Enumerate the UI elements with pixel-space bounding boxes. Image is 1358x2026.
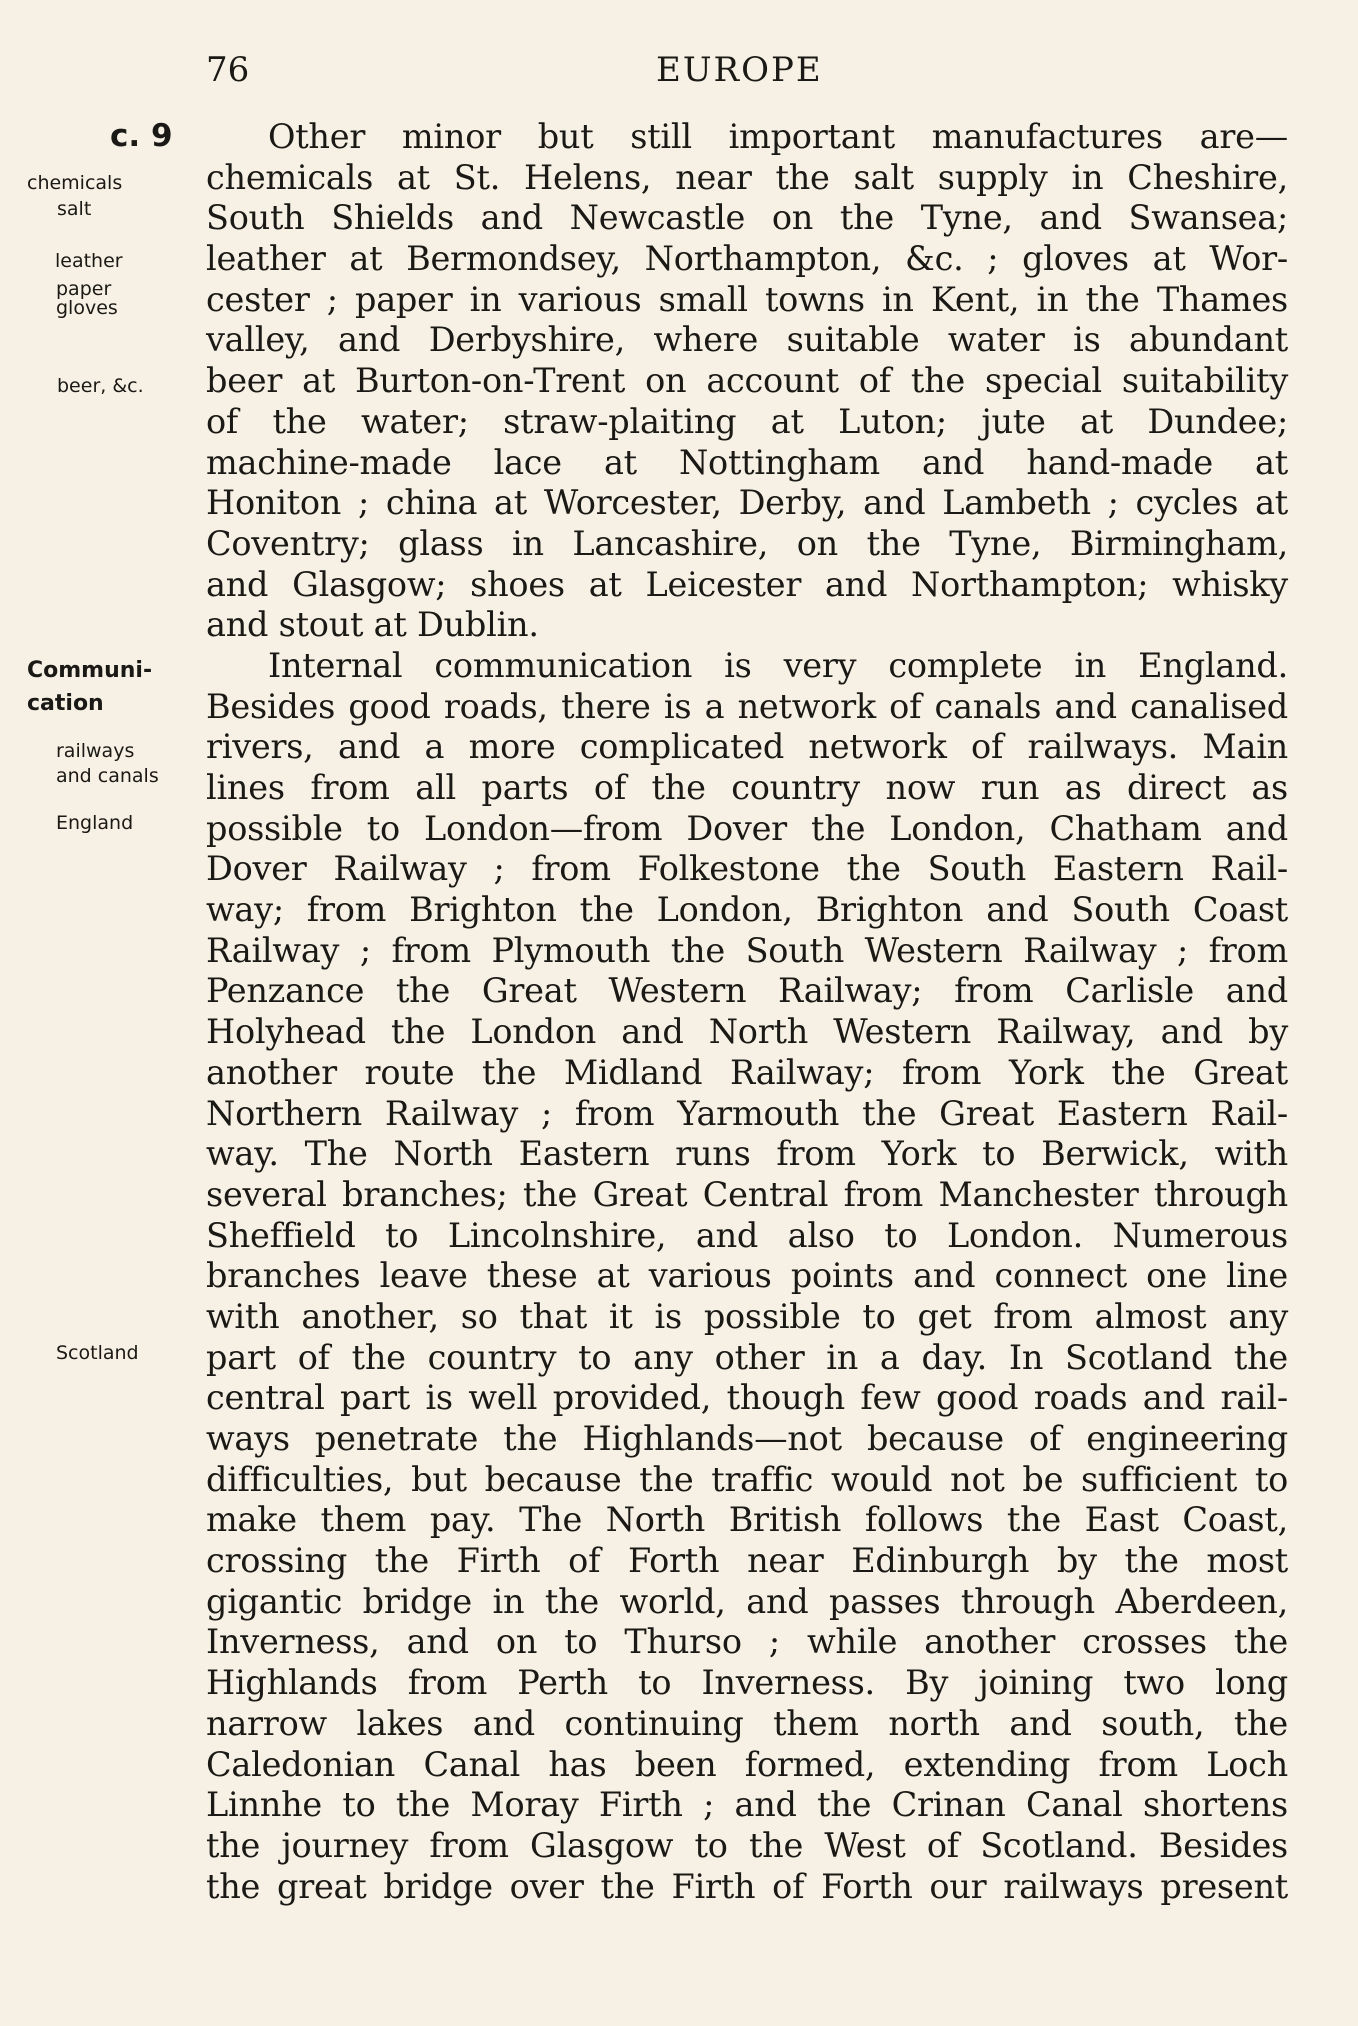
text-line: the great bridge over the Firth of Forth our railways present xyxy=(206,1866,1288,1906)
text-line: Highlands from Perth to Inverness. By joining two long xyxy=(206,1663,1288,1703)
text-line: Coventry; glass in Lancashire, on the Tyne, Birmingham, xyxy=(206,523,1288,563)
margin-note-gloves: gloves xyxy=(56,297,118,319)
text-line: ways penetrate the Highlands—not because of engineering xyxy=(206,1419,1288,1458)
margin-note-railways-1: railways xyxy=(56,740,135,762)
text-line: lines from all parts of the country now run as direct as xyxy=(206,768,1288,807)
text-line: and stout at Dublin. xyxy=(206,605,539,645)
text-line: Internal communication is very complete in England. xyxy=(268,645,1288,685)
margin-notes xyxy=(0,0,190,2026)
text-line: way; from Brighton the London, Brighton and South Coast xyxy=(206,890,1288,930)
margin-note-salt: salt xyxy=(57,198,92,220)
margin-note-railways-2: and canals xyxy=(56,765,159,787)
text-line: Inverness, and on to Thurso ; while another crosses the xyxy=(206,1622,1288,1662)
text-line: possible to London—from Dover the London, Chatham and xyxy=(206,808,1288,848)
text-line: several branches; the Great Central from Manchester through xyxy=(206,1174,1288,1214)
text-line: central part is well provided, though few good roads and rail- xyxy=(206,1378,1288,1418)
text-line: with another, so that it is possible to get from almost any xyxy=(206,1296,1288,1336)
text-line: branches leave these at various points and connect one line xyxy=(206,1256,1288,1296)
margin-note-leather: leather xyxy=(55,250,123,272)
body-text xyxy=(206,117,1288,1907)
text-line: leather at Bermondsey, Northampton, &c. ; gloves at Wor- xyxy=(206,239,1288,279)
text-line: Dover Railway ; from Folkestone the South Eastern Rail- xyxy=(206,849,1288,889)
text-line: the journey from Glasgow to the West of Scotland. Besides xyxy=(206,1825,1288,1865)
text-line: South Shields and Newcastle on the Tyne, and Swansea; xyxy=(206,198,1288,238)
text-line: Linnhe to the Moray Firth ; and the Crinan Canal shortens xyxy=(206,1785,1288,1825)
margin-note-chemicals: chemicals xyxy=(27,172,123,194)
text-line: Honiton ; china at Worcester, Derby, and Lambeth ; cycles at xyxy=(206,483,1288,523)
text-line: gigantic bridge in the world, and passes through Aberdeen, xyxy=(206,1581,1288,1621)
text-line: beer at Burton-on-Trent on account of the special suitability xyxy=(206,361,1288,401)
text-line: narrow lakes and continuing them north and south, the xyxy=(206,1703,1288,1743)
text-line: and Glasgow; shoes at Leicester and Northampton; whisky xyxy=(206,564,1288,604)
margin-note-england: England xyxy=(56,812,134,834)
page-header xyxy=(206,48,1286,98)
page-number: 76 xyxy=(206,50,250,90)
text-line: Holyhead the London and North Western Railway, and by xyxy=(206,1012,1288,1052)
chapter-mark: c. 9 xyxy=(110,118,173,154)
margin-note-communication-1: Communi- xyxy=(27,658,153,683)
text-line: chemicals at St. Helens, near the salt supply in Cheshire, xyxy=(206,157,1288,197)
margin-note-paper: paper xyxy=(56,278,112,300)
running-head: EUROPE xyxy=(656,50,823,90)
margin-note-beer: beer, &c. xyxy=(57,375,144,397)
text-line: difficulties, but because the traffic would not be sufficient to xyxy=(206,1459,1288,1499)
text-line: crossing the Firth of Forth near Edinburgh by the most xyxy=(206,1541,1288,1581)
text-line: Railway ; from Plymouth the South Western Railway ; from xyxy=(206,930,1288,970)
text-line: Besides good roads, there is a network of canals and canalised xyxy=(206,686,1288,726)
text-line: Sheffield to Lincolnshire, and also to London. Numerous xyxy=(206,1215,1288,1255)
text-line: Penzance the Great Western Railway; from Carlisle and xyxy=(206,971,1288,1011)
text-line: rivers, and a more complicated network of railways. Main xyxy=(206,727,1288,767)
text-line: machine-made lace at Nottingham and hand-made at xyxy=(206,442,1288,482)
text-line: cester ; paper in various small towns in Kent, in the Thames xyxy=(206,279,1288,319)
text-line: another route the Midland Railway; from York the Great xyxy=(206,1052,1288,1092)
text-line: Caledonian Canal has been formed, extending from Loch xyxy=(206,1744,1288,1784)
text-line: way. The North Eastern runs from York to Berwick, with xyxy=(206,1134,1288,1174)
text-line: make them pay. The North British follows the East Coast, xyxy=(206,1500,1288,1540)
text-line: Other minor but still important manufactures are— xyxy=(268,117,1288,156)
text-line: of the water; straw-plaiting at Luton; jute at Dundee; xyxy=(206,401,1288,441)
text-line: valley, and Derbyshire, where suitable water is abundant xyxy=(206,320,1288,360)
margin-note-communication-2: cation xyxy=(27,691,104,716)
margin-note-scotland: Scotland xyxy=(56,1342,139,1364)
text-line: Northern Railway ; from Yarmouth the Great Eastern Rail- xyxy=(206,1093,1288,1133)
text-line: part of the country to any other in a day. In Scotland the xyxy=(206,1337,1288,1377)
